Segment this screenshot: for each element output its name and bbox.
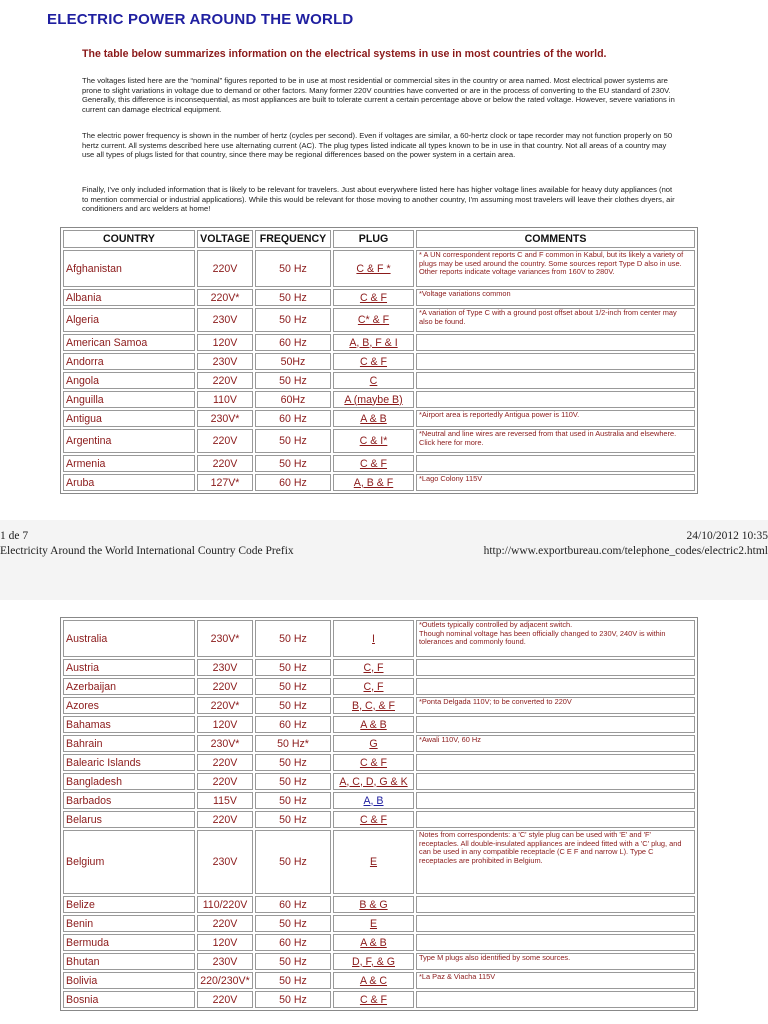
voltage-cell: 110V: [197, 391, 253, 408]
frequency-cell: 50 Hz: [255, 773, 331, 790]
comment-cell: [416, 811, 695, 828]
paragraph-travelers: Finally, I've only included information that is likely to be relevant for travelers. Just about everywhere listed here has higher voltage lines available for heavy duty appliances (not to mention commercial or industrial applications). While this would be relevant for those moving to another country, I'm assuming most travelers will leave their clothes dryers, air conditioners and arc welders at home!: [82, 185, 675, 214]
plug-cell[interactable]: B, C, & F: [333, 697, 414, 714]
page-break: [0, 520, 768, 600]
power-table-part-1: [60, 227, 698, 494]
country-cell: Argentina: [63, 429, 195, 453]
frequency-cell: 50 Hz: [255, 915, 331, 932]
voltage-cell: 230V: [197, 353, 253, 370]
paragraph-voltage: The voltages listed here are the “nominal” figures reported to be in use at most residential or commercial sites in the country or area named. Most electrical power systems are prone to slight variations in voltage due to demand or other factors. Many former 220V countries have converted or are in the process of converting to the EU standard of 230V. Generally, this difference is inconsequential, as most appliances are built to tolerate current a certain percentage above or below the rated voltage. However, severe variations in current can damage electrical equipment.: [82, 76, 675, 114]
table-row-afghanistan: [63, 250, 695, 287]
table-row-bahrain: [63, 735, 695, 752]
voltage-cell: 120V: [197, 334, 253, 351]
frequency-cell: 50 Hz: [255, 308, 331, 332]
table-row-andorra: [63, 353, 695, 370]
frequency-cell: 60 Hz: [255, 474, 331, 491]
comment-cell: *Outlets typically controlled by adjacent switch. Though nominal voltage has been officially changed to 230V, 240V is within tolerances and commonly found.: [416, 620, 695, 657]
page-title: ELECTRIC POWER AROUND THE WORLD: [47, 11, 354, 28]
page-number: 1 de 7: [0, 530, 29, 542]
country-cell: Benin: [63, 915, 195, 932]
comment-cell: *La Paz & Viacha 115V: [416, 972, 695, 989]
comment-cell: *Airport area is reportedly Antigua power is 110V.: [416, 410, 695, 427]
plug-cell[interactable]: E: [333, 830, 414, 894]
comment-cell: [416, 792, 695, 809]
frequency-cell: 50 Hz: [255, 620, 331, 657]
country-cell: Bahamas: [63, 716, 195, 733]
plug-cell[interactable]: C & F: [333, 811, 414, 828]
header-voltage: VOLTAGE: [197, 230, 253, 248]
comment-cell: [416, 659, 695, 676]
frequency-cell: 60 Hz: [255, 716, 331, 733]
comment-cell: *A variation of Type C with a ground post offset about 1/2-inch from center may also be found.: [416, 308, 695, 332]
comment-cell: [416, 773, 695, 790]
country-cell: Afghanistan: [63, 250, 195, 287]
comment-cell: [416, 934, 695, 951]
table-row-azerbaijan: [63, 678, 695, 695]
table-row-aruba: [63, 474, 695, 491]
voltage-cell: 220V: [197, 991, 253, 1008]
table-row-belarus: [63, 811, 695, 828]
country-cell: Austria: [63, 659, 195, 676]
frequency-cell: 60 Hz: [255, 896, 331, 913]
comment-cell: [416, 716, 695, 733]
frequency-cell: 50 Hz: [255, 250, 331, 287]
voltage-cell: 230V*: [197, 620, 253, 657]
voltage-cell: 220V: [197, 811, 253, 828]
plug-cell[interactable]: A, B, F & I: [333, 334, 414, 351]
frequency-cell: 50 Hz: [255, 697, 331, 714]
voltage-cell: 230V: [197, 830, 253, 894]
comment-cell: [416, 915, 695, 932]
comment-cell: *Neutral and line wires are reversed from that used in Australia and elsewhere. Click here for more.: [416, 429, 695, 453]
plug-cell[interactable]: C: [333, 372, 414, 389]
country-cell: Bangladesh: [63, 773, 195, 790]
comment-cell: [416, 896, 695, 913]
frequency-cell: 50 Hz: [255, 972, 331, 989]
voltage-cell: 220V: [197, 754, 253, 771]
plug-cell[interactable]: C & F: [333, 455, 414, 472]
table-row-benin: [63, 915, 695, 932]
table-row-algeria: [63, 308, 695, 332]
table-row-belize: [63, 896, 695, 913]
voltage-cell: 120V: [197, 934, 253, 951]
frequency-cell: 50 Hz: [255, 678, 331, 695]
comment-cell: * A UN correspondent reports C and F common in Kabul, but its likely a variety of plugs may be used around the country. Some sources report Type D also in use. Other reports indicate voltage variances from 160V to 280V.: [416, 250, 695, 287]
plug-cell[interactable]: A & C: [333, 972, 414, 989]
table-row-austria: [63, 659, 695, 676]
country-cell: Antigua: [63, 410, 195, 427]
comment-cell: *Ponta Delgada 110V; to be converted to 220V: [416, 697, 695, 714]
country-cell: Azerbaijan: [63, 678, 195, 695]
plug-cell[interactable]: A, B: [333, 792, 414, 809]
country-cell: Aruba: [63, 474, 195, 491]
table-row-balearic-islands: [63, 754, 695, 771]
frequency-cell: 50 Hz: [255, 429, 331, 453]
frequency-cell: 50 Hz: [255, 455, 331, 472]
voltage-cell: 220V: [197, 455, 253, 472]
plug-cell[interactable]: C & I*: [333, 429, 414, 453]
document-source-title: Electricity Around the World International Country Code Prefix: [0, 545, 294, 557]
country-cell: Bolivia: [63, 972, 195, 989]
voltage-cell: 220V: [197, 250, 253, 287]
plug-cell[interactable]: A & B: [333, 410, 414, 427]
plug-cell[interactable]: A, C, D, G & K: [333, 773, 414, 790]
frequency-cell: 50 Hz: [255, 830, 331, 894]
country-cell: Bermuda: [63, 934, 195, 951]
country-cell: Albania: [63, 289, 195, 306]
country-cell: Andorra: [63, 353, 195, 370]
country-cell: Angola: [63, 372, 195, 389]
country-cell: Belarus: [63, 811, 195, 828]
table-row-bermuda: [63, 934, 695, 951]
comment-cell: Type M plugs also identified by some sources.: [416, 953, 695, 970]
voltage-cell: 220V*: [197, 289, 253, 306]
page-subtitle: The table below summarizes information on the electrical systems in use in most countries of the world.: [82, 48, 607, 60]
voltage-cell: 230V: [197, 659, 253, 676]
frequency-cell: 60Hz: [255, 391, 331, 408]
comment-cell: [416, 678, 695, 695]
comment-cell: [416, 353, 695, 370]
voltage-cell: 115V: [197, 792, 253, 809]
voltage-cell: 220V: [197, 429, 253, 453]
header-comments: COMMENTS: [416, 230, 695, 248]
plug-cell[interactable]: C & F: [333, 353, 414, 370]
comment-cell: *Lago Colony 115V: [416, 474, 695, 491]
voltage-cell: 230V: [197, 953, 253, 970]
frequency-cell: 50Hz: [255, 353, 331, 370]
table-row-armenia: [63, 455, 695, 472]
comment-cell: Notes from correspondents: a 'C' style plug can be used with 'E' and 'F' receptacles. All double-insulated appliances are indeed fitted with a 'C' plug, and can be used in any compatible receptacle (C E F and narrow L). Type C receptacles are prohibited in Belgium.: [416, 830, 695, 894]
frequency-cell: 60 Hz: [255, 934, 331, 951]
plug-cell[interactable]: D, F, & G: [333, 953, 414, 970]
country-cell: Bahrain: [63, 735, 195, 752]
table-row-belgium: [63, 830, 695, 894]
frequency-cell: 50 Hz: [255, 372, 331, 389]
frequency-cell: 50 Hz: [255, 659, 331, 676]
country-cell: Bosnia: [63, 991, 195, 1008]
table-row-bahamas: [63, 716, 695, 733]
voltage-cell: 220V*: [197, 697, 253, 714]
table-row-angola: [63, 372, 695, 389]
frequency-cell: 50 Hz: [255, 289, 331, 306]
country-cell: Armenia: [63, 455, 195, 472]
table-row-azores: [63, 697, 695, 714]
voltage-cell: 127V*: [197, 474, 253, 491]
table-row-antigua: [63, 410, 695, 427]
table-row-bangladesh: [63, 773, 695, 790]
plug-cell[interactable]: C, F: [333, 678, 414, 695]
document-source-url[interactable]: http://www.exportbureau.com/telephone_codes/electric2.html: [483, 545, 768, 557]
country-cell: Australia: [63, 620, 195, 657]
comment-cell: [416, 391, 695, 408]
table-row-albania: [63, 289, 695, 306]
country-cell: Anguilla: [63, 391, 195, 408]
table-row-argentina: [63, 429, 695, 453]
voltage-cell: 220V: [197, 372, 253, 389]
plug-cell[interactable]: I: [333, 620, 414, 657]
table-row-anguilla: [63, 391, 695, 408]
country-cell: Algeria: [63, 308, 195, 332]
comment-cell: [416, 455, 695, 472]
country-cell: American Samoa: [63, 334, 195, 351]
frequency-cell: 60 Hz: [255, 334, 331, 351]
table-row-australia: [63, 620, 695, 657]
paragraph-frequency: The electric power frequency is shown in the number of hertz (cycles per second). Even if voltages are similar, a 60-hertz clock or tape recorder may not function properly on 50 hertz current. All systems described here use alternating current (AC). The plug types listed indicate all types known to be in use in that country. Not all areas of a country may use all types of plugs listed for that country, since there may be regional differences based on the power system in a certain area.: [82, 131, 673, 160]
voltage-cell: 110/220V: [197, 896, 253, 913]
country-cell: Barbados: [63, 792, 195, 809]
print-timestamp: 24/10/2012 10:35: [686, 530, 768, 542]
table-row-american-samoa: [63, 334, 695, 351]
voltage-cell: 220V: [197, 773, 253, 790]
country-cell: Balearic Islands: [63, 754, 195, 771]
frequency-cell: 50 Hz: [255, 953, 331, 970]
frequency-cell: 50 Hz: [255, 811, 331, 828]
plug-cell[interactable]: G: [333, 735, 414, 752]
country-cell: Belize: [63, 896, 195, 913]
country-cell: Bhutan: [63, 953, 195, 970]
comment-cell: [416, 372, 695, 389]
plug-cell[interactable]: C & F: [333, 754, 414, 771]
voltage-cell: 230V*: [197, 410, 253, 427]
plug-cell[interactable]: A & B: [333, 934, 414, 951]
comment-cell: [416, 334, 695, 351]
frequency-cell: 50 Hz: [255, 754, 331, 771]
table-row-bosnia: [63, 991, 695, 1008]
country-cell: Belgium: [63, 830, 195, 894]
plug-cell[interactable]: A, B & F: [333, 474, 414, 491]
power-table-part-2: [60, 617, 698, 1011]
plug-cell[interactable]: E: [333, 915, 414, 932]
document-page-2: [0, 600, 768, 1024]
comment-cell: *Awali 110V, 60 Hz: [416, 735, 695, 752]
header-plug: PLUG: [333, 230, 414, 248]
header-frequency: FREQUENCY: [255, 230, 331, 248]
plug-cell[interactable]: C* & F: [333, 308, 414, 332]
plug-cell[interactable]: B & G: [333, 896, 414, 913]
header-country: COUNTRY: [63, 230, 195, 248]
table-row-bolivia: [63, 972, 695, 989]
table-row-bhutan: [63, 953, 695, 970]
plug-cell[interactable]: C & F: [333, 991, 414, 1008]
comment-cell: *Voltage variations common: [416, 289, 695, 306]
plug-cell[interactable]: C & F *: [333, 250, 414, 287]
plug-cell[interactable]: C, F: [333, 659, 414, 676]
plug-cell[interactable]: A (maybe B): [333, 391, 414, 408]
voltage-cell: 230V: [197, 308, 253, 332]
comment-cell: [416, 754, 695, 771]
plug-cell[interactable]: A & B: [333, 716, 414, 733]
country-cell: Azores: [63, 697, 195, 714]
voltage-cell: 220V: [197, 678, 253, 695]
frequency-cell: 50 Hz: [255, 792, 331, 809]
voltage-cell: 230V*: [197, 735, 253, 752]
plug-cell[interactable]: C & F: [333, 289, 414, 306]
voltage-cell: 220/230V*: [197, 972, 253, 989]
comment-cell: [416, 991, 695, 1008]
frequency-cell: 50 Hz: [255, 991, 331, 1008]
table-row-barbados: [63, 792, 695, 809]
voltage-cell: 220V: [197, 915, 253, 932]
voltage-cell: 120V: [197, 716, 253, 733]
frequency-cell: 50 Hz*: [255, 735, 331, 752]
frequency-cell: 60 Hz: [255, 410, 331, 427]
